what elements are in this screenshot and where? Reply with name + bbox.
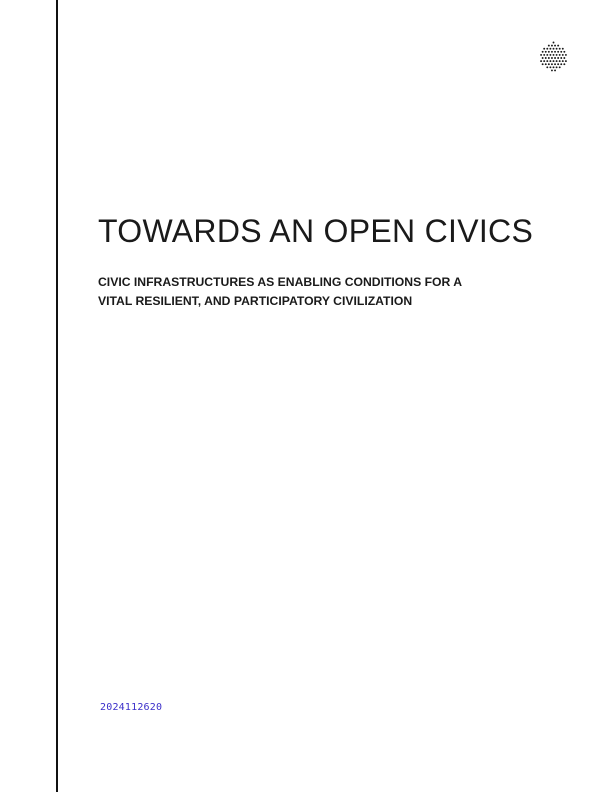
logo-dot bbox=[551, 51, 553, 53]
logo-dot bbox=[546, 54, 548, 56]
logo-dot bbox=[565, 60, 567, 62]
logo-dot bbox=[546, 48, 548, 50]
logo-dot bbox=[551, 63, 553, 65]
logo-dot bbox=[562, 48, 564, 50]
logo-dot bbox=[553, 48, 555, 50]
logo-dot bbox=[556, 48, 558, 50]
logo-dot bbox=[559, 54, 561, 56]
logo-dot bbox=[563, 57, 565, 59]
logo-dot bbox=[556, 54, 558, 56]
logo-dot bbox=[563, 63, 565, 65]
logo-dot bbox=[542, 63, 544, 65]
logo-dot bbox=[554, 57, 556, 59]
logo-dot bbox=[553, 60, 555, 62]
logo-dot bbox=[553, 42, 555, 44]
document-number: 2024112620 bbox=[100, 702, 163, 713]
logo-dot bbox=[556, 66, 558, 68]
logo-dot bbox=[557, 51, 559, 53]
document-subtitle bbox=[98, 273, 462, 311]
logo-dot bbox=[543, 60, 545, 62]
logo-dot bbox=[548, 45, 550, 47]
logo-dot bbox=[562, 54, 564, 56]
logo-dot bbox=[543, 54, 545, 56]
logo-dot bbox=[559, 66, 561, 68]
logo-dot bbox=[545, 63, 547, 65]
left-margin-rule bbox=[56, 0, 58, 792]
logo-dot bbox=[549, 60, 551, 62]
logo-dot bbox=[551, 57, 553, 59]
logo-dot bbox=[556, 60, 558, 62]
logo-dot bbox=[551, 69, 553, 71]
logo-dot bbox=[554, 51, 556, 53]
logo-dot bbox=[557, 45, 559, 47]
logo-dot bbox=[560, 63, 562, 65]
logo-dot bbox=[554, 45, 556, 47]
logo-dot bbox=[543, 48, 545, 50]
logo-dot bbox=[545, 51, 547, 53]
logo-dot bbox=[553, 54, 555, 56]
logo-dot bbox=[542, 51, 544, 53]
logo-dot bbox=[546, 66, 548, 68]
logo-dot bbox=[560, 51, 562, 53]
logo-dot bbox=[542, 57, 544, 59]
logo-dot bbox=[554, 69, 556, 71]
logo-dot bbox=[548, 51, 550, 53]
logo-dot bbox=[563, 51, 565, 53]
logo-dot bbox=[562, 60, 564, 62]
logo-dot bbox=[554, 63, 556, 65]
logo-dot bbox=[560, 57, 562, 59]
logo-dot bbox=[549, 54, 551, 56]
dotted-hexagon-icon bbox=[537, 40, 571, 74]
logo-dot bbox=[549, 48, 551, 50]
logo-dot bbox=[565, 54, 567, 56]
logo-dot bbox=[540, 54, 542, 56]
logo-dot bbox=[540, 60, 542, 62]
logo-dot bbox=[548, 57, 550, 59]
logo-dot bbox=[551, 45, 553, 47]
document-title: TOWARDS AN OPEN CIVICS bbox=[98, 213, 534, 249]
logo-dot bbox=[548, 63, 550, 65]
subtitle-line-2: VITAL RESILIENT, AND PARTICIPATORY CIVILIZATION bbox=[98, 294, 413, 308]
subtitle-line-1: CIVIC INFRASTRUCTURES AS ENABLING CONDITIONS FOR A bbox=[98, 275, 463, 289]
logo-dot bbox=[559, 60, 561, 62]
logo-dot bbox=[546, 60, 548, 62]
logo-dot bbox=[549, 66, 551, 68]
logo-dot bbox=[557, 63, 559, 65]
logo-dot bbox=[559, 48, 561, 50]
logo-dot bbox=[557, 57, 559, 59]
logo-dot bbox=[553, 66, 555, 68]
logo-dot bbox=[545, 57, 547, 59]
